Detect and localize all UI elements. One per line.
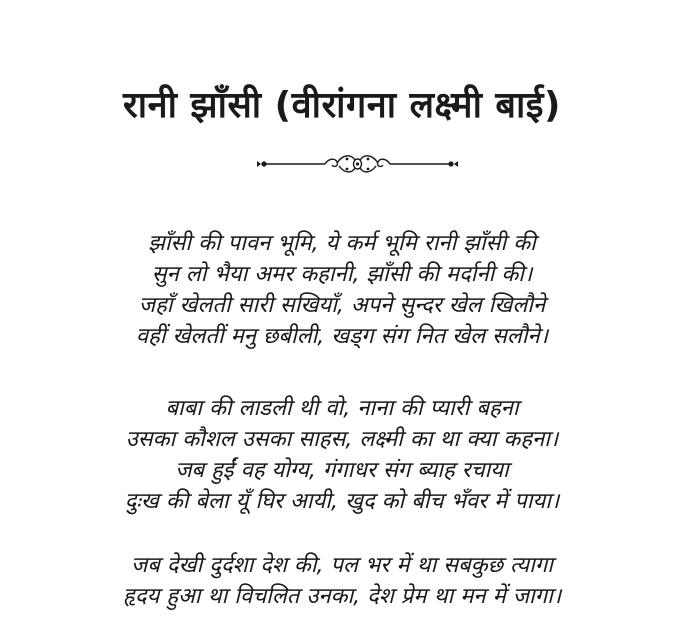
poem-line: झाँसी की पावन भूमि, ये कर्म भूमि रानी झाँसी की — [148, 231, 536, 256]
poem-line: दुःख की बेला यूँ घिर आयी, खुद को बीच भँवर में पाया। — [124, 489, 560, 514]
poem-line: जहाँ खेलती सारी सखियाँ, अपने सुन्दर खेल खिलौने — [138, 293, 546, 318]
poem-line: हृदय हुआ था विचलित उनका, देश प्रेम था मन में जागा। — [122, 584, 562, 609]
poem-line: सुन लो भैया अमर कहानी, झाँसी की मर्दानी की। — [151, 262, 533, 287]
poem-line: वहीं खेलतीं मनु छबीली, खड्ग संग नित खेल सलौने। — [135, 324, 549, 349]
poem-line: जब हुईं वह योग्य, गंगाधर संग ब्याह रचाया — [175, 458, 509, 483]
poem-line: जब देखी दुर्दशा देश की, पल भर में था सबकुछ त्यागा — [131, 553, 553, 578]
poem-line: बाबा की लाडली थी वो, नाना की प्यारी बहना — [165, 396, 519, 421]
poem-line: उसका कौशल उसका साहस, लक्ष्मी का था क्या कहना। — [125, 427, 559, 452]
poem-title: रानी झाँसी (वीरांगना लक्ष्मी बाई) — [123, 85, 561, 126]
stanza-3 — [0, 550, 684, 612]
stanza-1 — [0, 228, 684, 352]
stanza-2 — [0, 393, 684, 517]
decorative-divider-icon — [255, 150, 460, 178]
